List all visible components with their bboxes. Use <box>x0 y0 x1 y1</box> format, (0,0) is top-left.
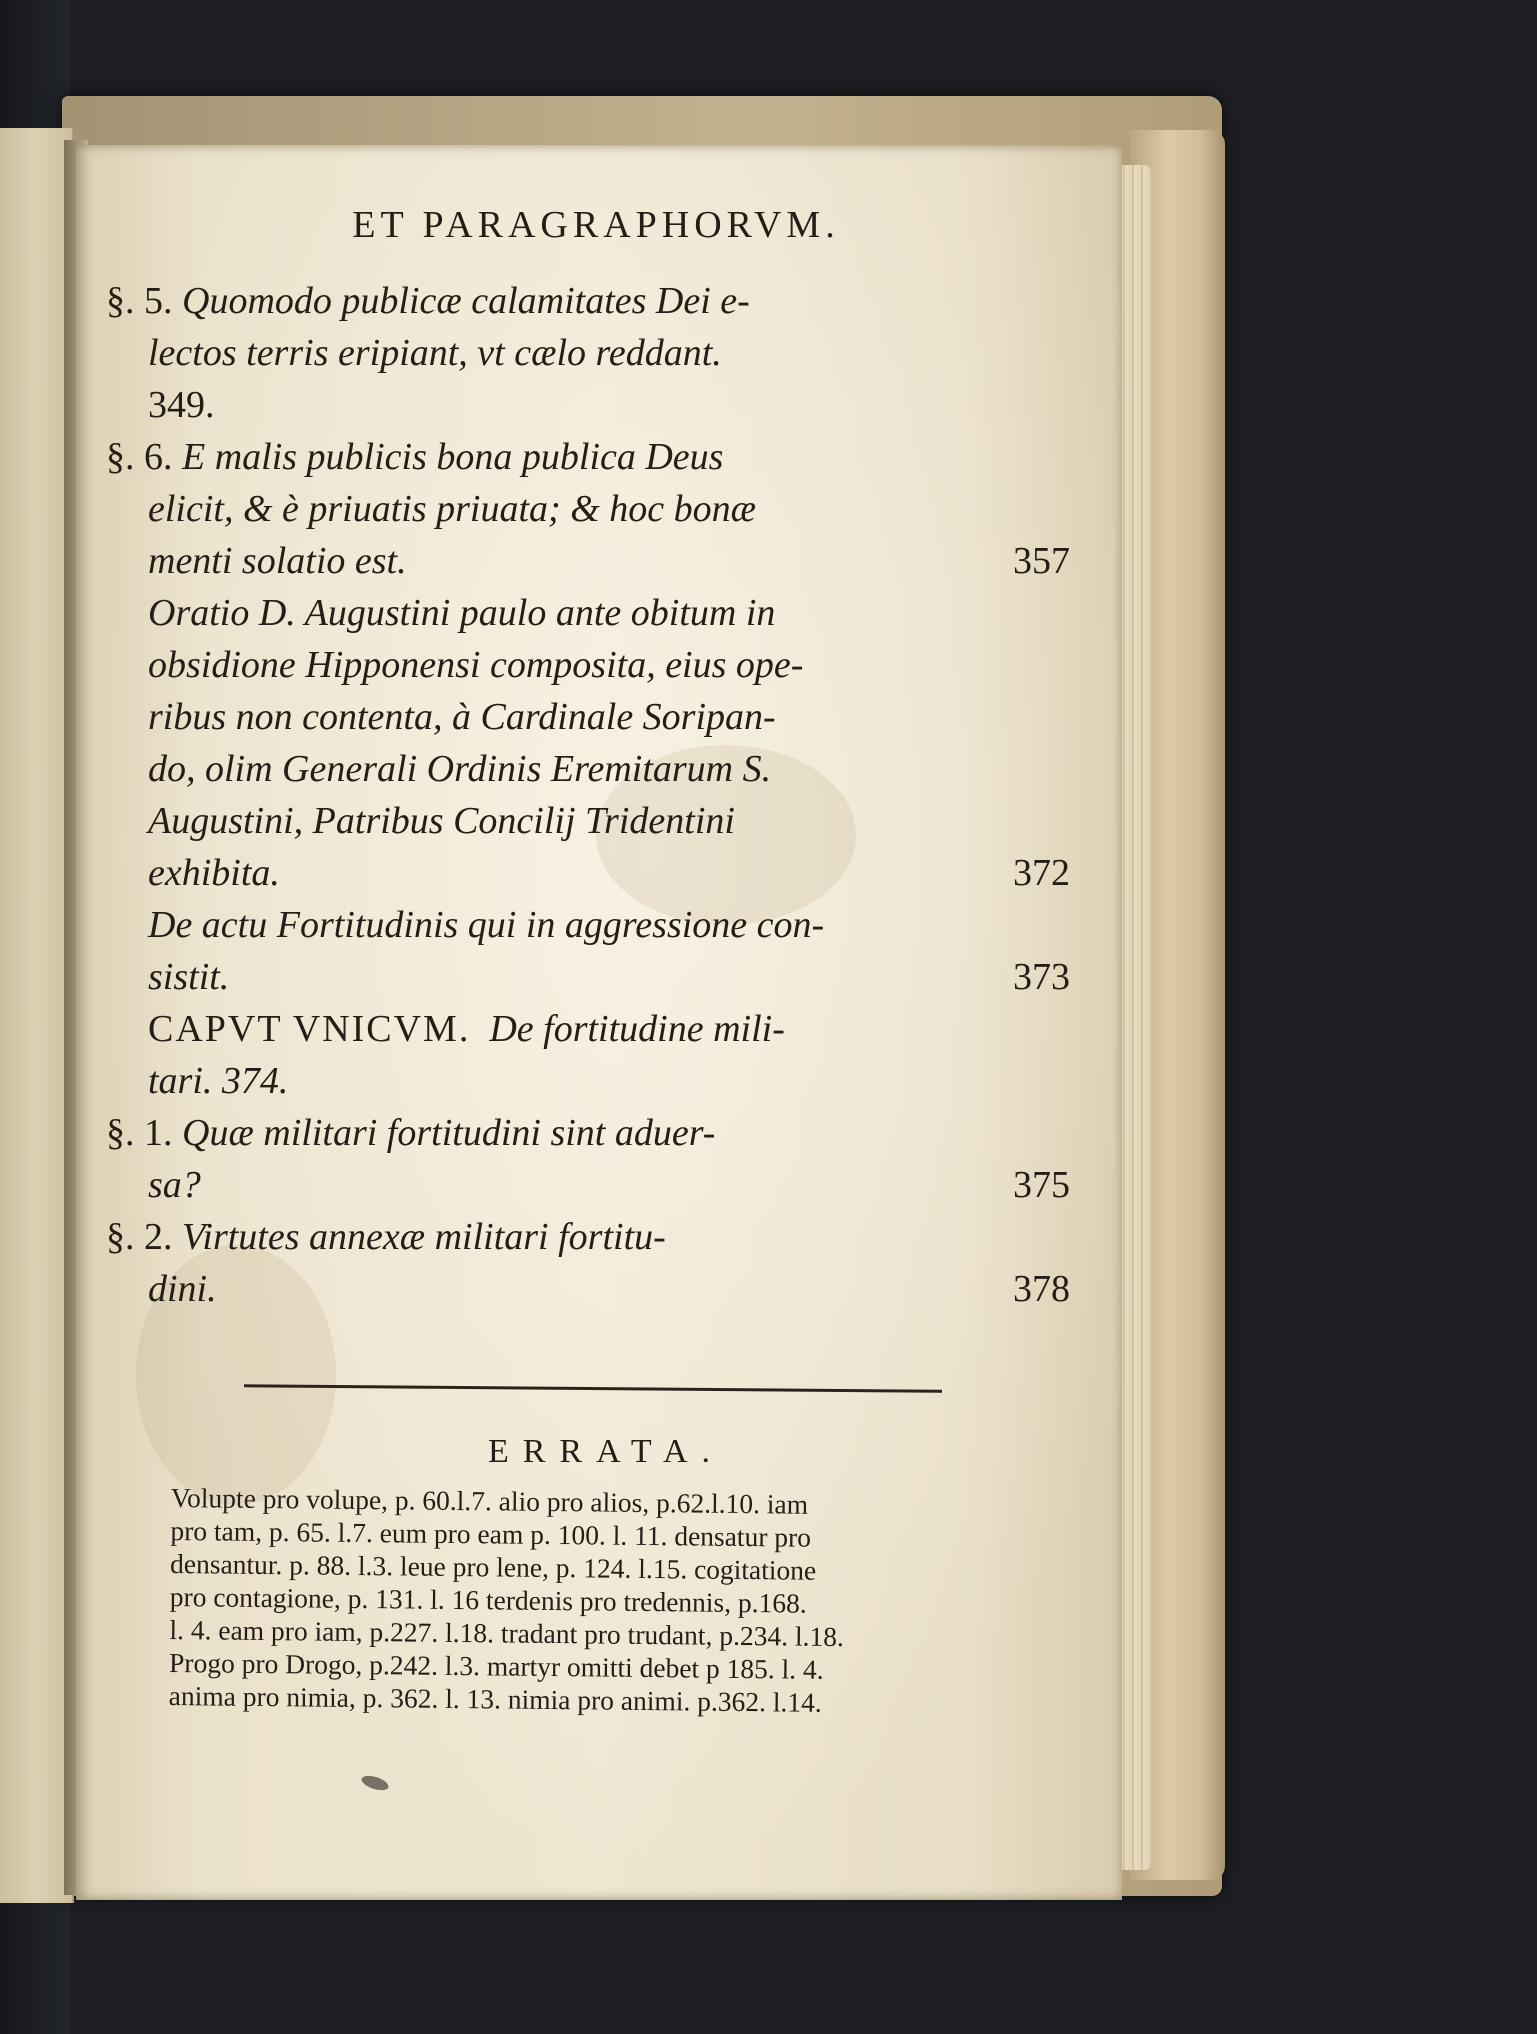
page-reference: 349. <box>148 384 215 426</box>
entry-line: dini. <box>148 1268 217 1310</box>
entry-line: ribus non contenta, à Cardinale Soripan- <box>148 696 776 738</box>
toc-entry <box>106 1211 1070 1315</box>
errata-heading: ERRATA. <box>487 1433 724 1470</box>
section-number: §. 6. <box>106 436 173 478</box>
errata-line: pro tam, p. 65. l.7. eum pro eam p. 100. l. 11. densatur pro <box>170 1514 812 1553</box>
chapter-heading: CAPVT VNICVM. <box>148 1008 471 1050</box>
entry-line: Virtutes annexæ militari fortitu- <box>182 1216 666 1258</box>
printed-page <box>76 145 1122 1900</box>
toc-entry <box>148 587 1070 899</box>
errata-line: anima pro nimia, p. 362. l. 13. nimia pro animi. p.362. l.14. <box>168 1679 822 1718</box>
running-head: ET PARAGRAPHORVM. <box>352 204 840 246</box>
toc-entry <box>106 431 1070 587</box>
ink-smudge <box>360 1773 390 1793</box>
page-number: 378 <box>1013 1268 1070 1310</box>
entry-line: exhibita. <box>148 852 280 894</box>
entry-line: elicit, & è priuatis priuata; & hoc bonæ <box>148 488 756 530</box>
entry-line: Augustini, Patribus Concilij Tridentini <box>148 800 735 842</box>
entry-line: Oratio D. Augustini paulo ante obitum in <box>148 592 776 634</box>
errata-line: l. 4. eam pro iam, p.227. l.18. tradant pro trudant, p.234. l.18. <box>169 1613 844 1653</box>
entry-line: sa? <box>148 1164 201 1206</box>
entry-line: obsidione Hipponensi composita, eius ope- <box>148 644 804 686</box>
errata-line: pro contagione, p. 131. l. 16 terdenis pro tredennis, p.168. <box>169 1580 807 1619</box>
errata-line: Progo pro Drogo, p.242. l.3. martyr omitti debet p 185. l. 4. <box>168 1646 824 1685</box>
errata-list <box>169 1481 1021 1721</box>
entry-line: tari. 374. <box>148 1060 289 1102</box>
entry-line: do, olim Generali Ordinis Eremitarum S. <box>148 748 772 790</box>
left-page-sliver <box>0 128 74 1903</box>
entry-line: Quæ militari fortitudini sint aduer- <box>182 1112 716 1154</box>
entry-line: lectos terris eripiant, vt cælo reddant. <box>148 332 722 374</box>
horizontal-rule <box>244 1384 942 1392</box>
page-number: 372 <box>1013 852 1070 894</box>
errata-line: Volupte pro volupe, p. 60.l.7. alio pro alios, p.62.l.10. iam <box>170 1482 809 1520</box>
entry-line: De fortitudine mili- <box>489 1008 785 1050</box>
toc-entry <box>106 275 1070 431</box>
entry-line: Quomodo publicæ calamitates Dei e- <box>182 280 750 322</box>
section-number: §. 2. <box>106 1216 173 1258</box>
entry-line: menti solatio est. <box>148 540 407 582</box>
entry-line: E malis publicis bona publica Deus <box>182 436 724 478</box>
toc-entry <box>148 1003 1070 1107</box>
section-number: §. 1. <box>106 1112 173 1154</box>
toc-entry <box>148 899 1070 1003</box>
section-number: §. 5. <box>106 280 173 322</box>
toc-entry <box>106 1107 1070 1211</box>
page-number: 375 <box>1013 1164 1070 1206</box>
page-number: 357 <box>1013 540 1070 582</box>
entry-line: sistit. <box>148 956 230 998</box>
page-number: 373 <box>1013 956 1070 998</box>
errata-line: densantur. p. 88. l.3. leue pro lene, p. 124. l.15. cogitatione <box>169 1547 817 1586</box>
entry-line: De actu Fortitudinis qui in aggressione con- <box>148 904 825 946</box>
